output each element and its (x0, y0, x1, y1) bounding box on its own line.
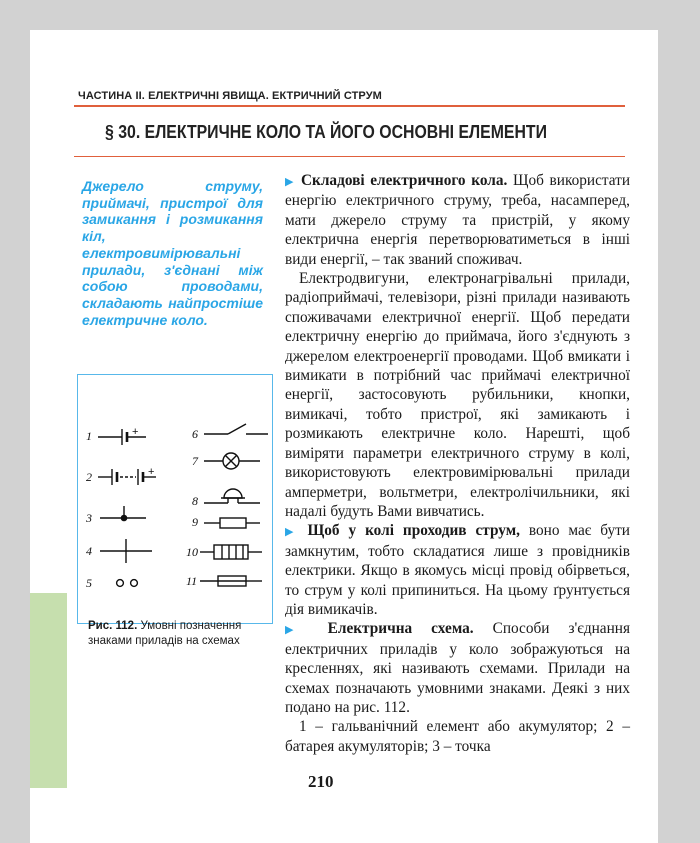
lamp-symbol (204, 453, 260, 469)
paragraph: Електродвигуни, електронагрівальні прилади, радіоприймачі, телевізори, різні прилади називають споживачами електричної енергії. Щоб передати електричну енергію до приймача, його з'єднують з джерелом електроенергії проводами. Щоб вмикати і вимикати в потрібний час приймачі електричної енергії, застосовують рубильники, кнопки, вимикачі, тобто пристрої, які замикають і розмикають електричне коло. Нарешті, щоб виміряти параметри електричного струму в колі, використовують електровимірювальні прилади амперметри, вольтметри, електролічильники, які надалі будуть Вами вивчатись. (285, 270, 630, 520)
symbol-number: 10 (186, 545, 198, 559)
paragraph (285, 171, 630, 269)
terminals-symbol (117, 580, 138, 587)
caption-label: Рис. 112. (88, 620, 138, 632)
section-title: § 30. ЕЛЕКТРИЧНЕ КОЛО ТА ЙОГО ОСНОВНІ ЕЛЕМЕНТИ (105, 122, 547, 142)
symbol-number: 11 (186, 574, 198, 588)
heater-symbol (200, 545, 262, 559)
bullet-triangle-icon: ▶ (285, 525, 299, 539)
symbol-number: 3 (86, 511, 92, 525)
paragraph-text: воно має бути замкнутим, тобто складатися лише з провідників електрики. Якщо в якомусь місці провід обірветься, то струм у колі припиниться. На цьому ґрунтується дія вимикачів. (285, 522, 630, 618)
junction-point-symbol (100, 506, 146, 521)
symbol-number: 7 (192, 454, 198, 468)
paragraph-lead: Щоб у колі проходив струм, (307, 522, 520, 540)
paragraph-text: Способи з'єднання електричних приладів у коло зображуються на кресленнях, які називають схемами. Прилади на схемах позначають умовними знаками. Деякі з них подано на рис. 112. (285, 620, 630, 716)
paragraph-lead: Складові електричного кола. (300, 172, 508, 189)
page-number: 210 (308, 772, 334, 791)
title-rule (74, 156, 625, 157)
resistor-symbol (204, 518, 260, 528)
plus-sign: + (132, 426, 139, 438)
galvanic-cell-symbol (98, 429, 146, 445)
bullet-triangle-icon: ▶ (285, 623, 309, 637)
plus-sign: + (148, 466, 155, 478)
figure-caption (88, 619, 268, 649)
figure-112-box (77, 374, 273, 624)
crossing-wires-symbol (100, 539, 152, 563)
symbol-number: 9 (192, 515, 198, 529)
definition-sidenote: Джерело струму, приймачі, пристрої для замикання і розмикання кіл, електровимірювальні прилади, з'єднані між собою проводами, складають найпростіше електричне коло. (82, 178, 263, 328)
paragraph (285, 521, 630, 619)
symbol-number: 8 (192, 494, 198, 508)
symbol-number: 1 (86, 429, 92, 443)
caption-text: Умовні позначення знаками приладів на схемах (88, 620, 242, 647)
circuit-symbols-diagram (78, 375, 274, 625)
paragraph-text: Щоб використати енергію електричного струму, треба, насамперед, мати джерело струму та пристрій, у якому електрична енергія перетворюватиметься в інші види енергії, – так званий споживач. (285, 172, 631, 268)
bell-symbol (204, 489, 260, 503)
symbol-number: 5 (86, 576, 92, 590)
bullet-triangle-icon: ▶ (285, 175, 296, 188)
header-rule (74, 105, 625, 107)
symbol-number: 6 (192, 427, 198, 441)
symbol-number: 2 (86, 470, 92, 484)
textbook-page (30, 30, 658, 843)
paragraph (285, 619, 630, 717)
paragraph-lead: Електрична схема. (327, 620, 474, 638)
paragraph: 1 – гальванічний елемент або акумулятор; 2 – батарея акумуляторів; 3 – точка (285, 718, 630, 755)
page-edge-tab (30, 593, 67, 788)
fuse-symbol (200, 576, 262, 586)
symbol-number: 4 (86, 544, 92, 558)
running-header: ЧАСТИНА II. ЕЛЕКТРИЧНІ ЯВИЩА. ЕКТРИЧНИЙ СТРУМ (78, 90, 382, 102)
switch-symbol (204, 424, 268, 434)
main-text-column (285, 171, 630, 756)
